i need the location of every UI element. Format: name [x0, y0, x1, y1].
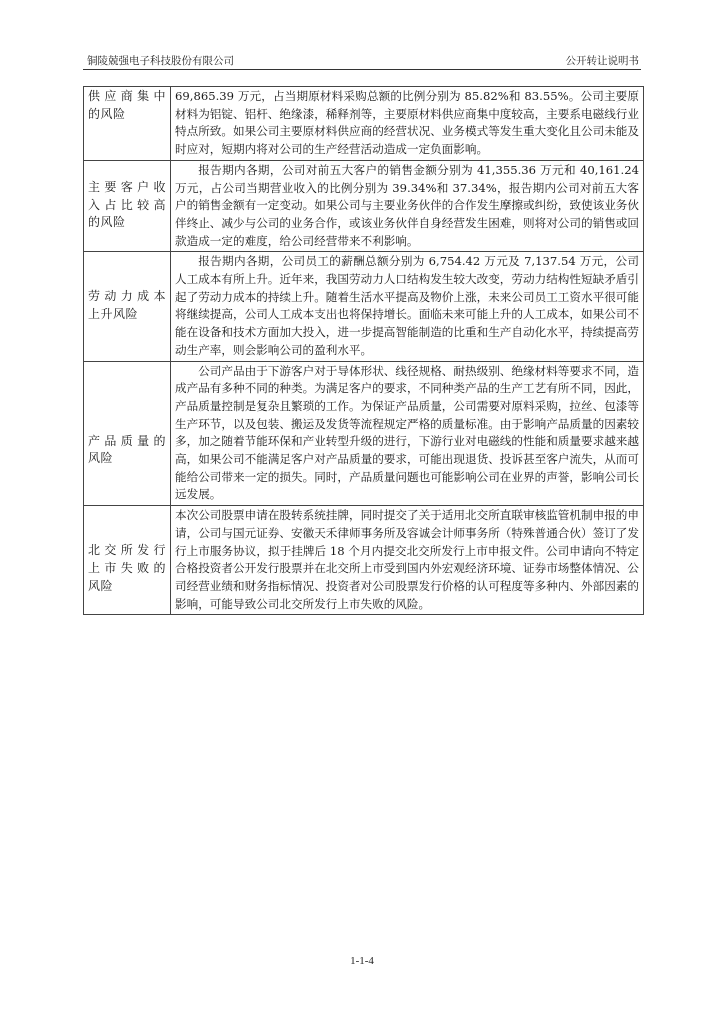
risk-name-cell — [84, 506, 171, 615]
risk-name-line: 上升风险 — [88, 307, 139, 322]
risk-name-line: 产品质量的 — [88, 433, 166, 448]
document-type: 公开转让说明书 — [565, 55, 639, 67]
risk-name-line: 入占比较高 — [88, 197, 166, 212]
risk-name-cell — [84, 252, 171, 361]
risk-name-line: 供应商集中 — [88, 89, 166, 103]
risk-description: 报告期内各期，公司对前五大客户的销售金额分别为 41,355.36 万元和 40,161.24 万元，占公司当期营业收入的比例分别为 39.34%和 37.34%，报告期内公司对前五大客户的销售金额有一定变动。如果公司与主要业务伙伴的合作发生摩擦或纠纷，致使该业务伙伴终止、减少与公司的业务合作，或该业务伙伴自身经营发生困难，则将对公司的销售或回款造成一定的难度，给公司经营带来不利影响。 — [171, 160, 644, 252]
risk-description: 本次公司股票申请在股转系统挂牌，同时提交了关于适用北交所直联审核监管机制申报的申请，公司与国元证券、安徽天禾律师事务所及容诚会计师事务所（特殊普通合伙）签订了发行上市服务协议，拟于挂牌后 18 个月内提交北交所发行上市申报文件。公司申请向不特定合格投资者公开发行股票并在北交所上市受到国内外宏观经济环境、证券市场整体情况、公司经营业绩和财务指标情况、投资者对公司股票发行价格的认可程度等多种内、外部因素的影响，可能导致公司北交所发行上市失败的风险。 — [171, 506, 644, 615]
table-row — [84, 87, 644, 161]
risk-name-line: 主要客户收 — [88, 179, 166, 194]
table-row — [84, 361, 644, 506]
risk-table — [83, 86, 644, 615]
header-divider — [83, 69, 641, 70]
risk-name-line: 北交所发行 — [88, 543, 166, 558]
risk-name-line: 劳动力成本 — [88, 289, 166, 304]
risk-name-cell — [84, 361, 171, 506]
risk-name-line: 的风险 — [88, 106, 126, 121]
table-row — [84, 506, 644, 615]
company-name: 铜陵兢强电子科技股份有限公司 — [87, 55, 234, 67]
table-row — [84, 160, 644, 252]
page-header — [83, 53, 641, 67]
page-number: 1-1-4 — [350, 955, 374, 967]
risk-description: 69,865.39 万元，占当期原材料采购总额的比例分别为 85.82%和 83.55%。公司主要原材料为铝锭、铝杆、绝缘漆，稀释剂等，主要原材料供应商集中度较高，主要系电磁线行业特点所致。如果公司主要原材料供应商的经营状况、业务模式等发生重大变化且公司未能及时应对，短期内将对公司的生产经营活动造成一定负面影响。 — [171, 87, 644, 161]
risk-name-line: 风险 — [88, 451, 114, 466]
risk-name-line: 上市失败的 — [88, 560, 166, 575]
risk-name-cell — [84, 87, 171, 161]
risk-name-cell — [84, 160, 171, 252]
risk-name-line: 的风险 — [88, 215, 126, 230]
risk-description: 报告期内各期，公司员工的薪酬总额分别为 6,754.42 万元及 7,137.54 万元，公司人工成本有所上升。近年来，我国劳动力人口结构发生较大改变，劳动力结构性短缺矛盾引起了劳动力成本的持续上升。随着生活水平提高及物价上涨，未来公司员工工资水平很可能将继续提高，公司人工成本支出也将保持增长。面临未来可能上升的人工成本，如果公司不能在设备和技术方面加大投入，进一步提高智能制造的比重和生产自动化水平，持续提高劳动生产率，则会影响公司的盈利水平。 — [171, 252, 644, 361]
risk-description: 公司产品由于下游客户对于导体形状、线径规格、耐热级别、绝缘材料等要求不同，造成产品有多种不同的种类。为满足客户的要求，不同种类产品的生产工艺有所不同，因此，产品质量控制是复杂且繁琐的工作。为保证产品质量，公司需要对原料采购，拉丝、包漆等生产环节，以及包装、搬运及发货等流程规定严格的质量标准。由于影响产品质量的因素较多，加之随着节能环保和产业转型升级的进行，下游行业对电磁线的性能和质量要求越来越高，如果公司不能满足客户对产品质量的要求，可能出现退货、投诉甚至客户流失，从而可能给公司带来一定的损失。同时，产品质量问题也可能影响公司在业界的声誉，影响公司长远发展。 — [171, 361, 644, 506]
risk-name-line: 风险 — [88, 578, 114, 593]
table-row — [84, 252, 644, 361]
